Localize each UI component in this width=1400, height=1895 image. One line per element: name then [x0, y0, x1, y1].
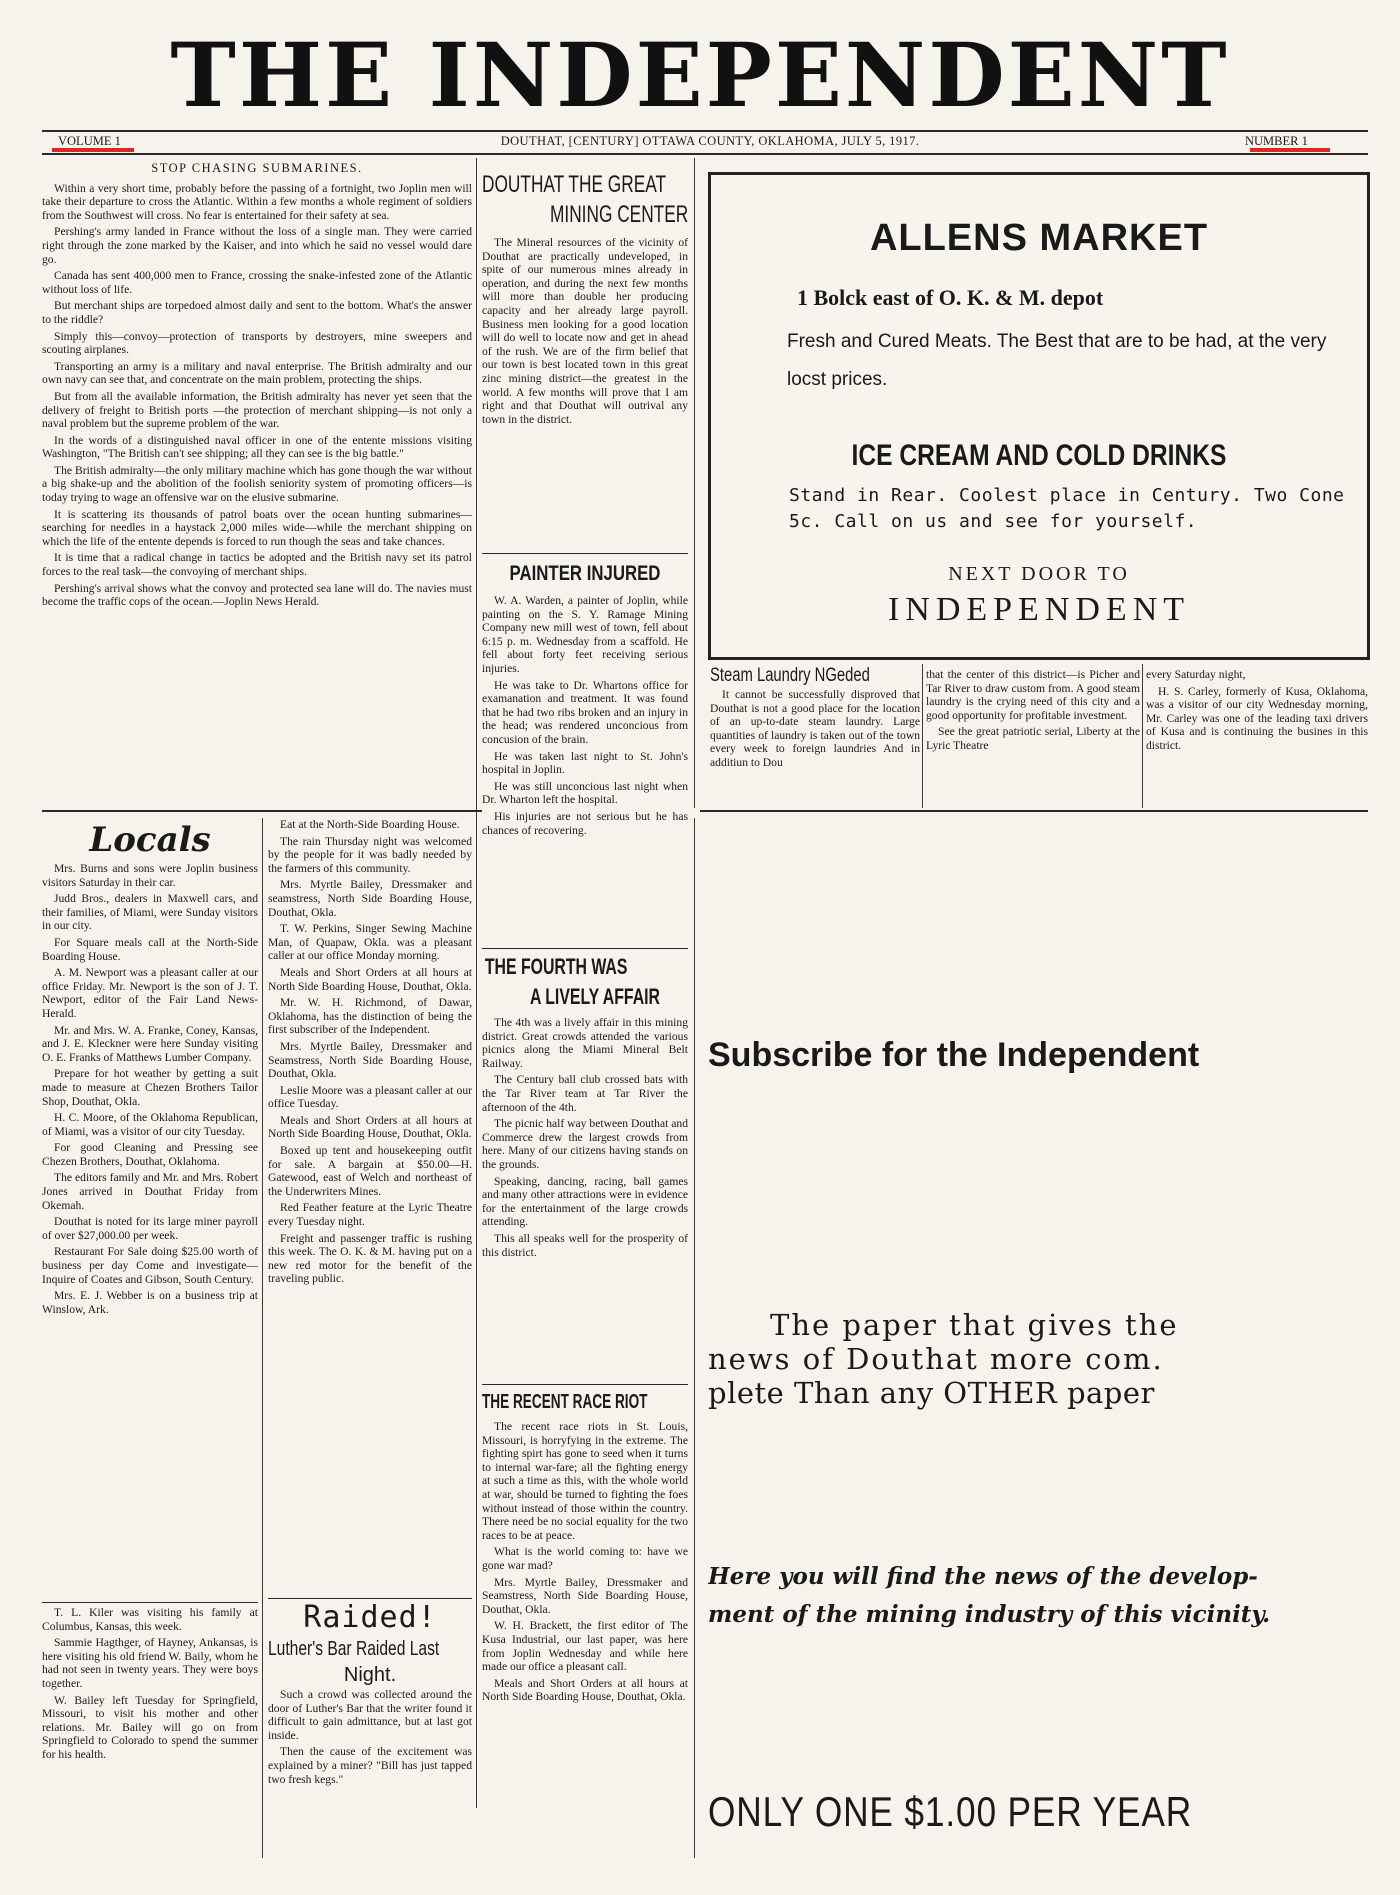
local-item: Prepare for hot weather by getting a suit made to measure at Chezen Brothers Tailor Shop, Douthat, Okla.	[42, 1067, 258, 1108]
paragraph: It is scattering its thousands of patrol boats over the ocean hunting submarines—searching for needles in a haystack 2,000 miles wide—while the merchant shipping on which the life of the entente depends is forced to run though the seas and take chances.	[42, 507, 472, 548]
section-rule	[42, 1602, 258, 1603]
local-item: Douthat is noted for its large miner payroll of over $27,000.00 per week.	[42, 1215, 258, 1242]
locals-column-1	[42, 818, 258, 1598]
laundry-heading: Steam Laundry NGeded	[710, 665, 870, 686]
submarines-heading: STOP CHASING SUBMARINES.	[151, 161, 363, 175]
raided-subheading: Luther's Bar Raided Last	[268, 1638, 440, 1660]
paragraph: The recent race riots in St. Louis, Missouri, is horryfying in the extreme. The fighting spirt has gone to seed when it turns to internal war-fare; all the fighting energy at such a time as this, with the whole world at war, should be turned to fighting the foes without instead of those within the country. There need be no social equality for the two races to be at peace.	[482, 1420, 688, 1542]
local-item: Mrs. Myrtle Bailey, Dressmaker and seamstress, North Side Boarding House, Douthat, Okla.	[268, 878, 472, 919]
local-item: A. M. Newport was a pleasant caller at our office Friday. Mr. Newport is the son of J. T. Newport, editor of the Fair Land News-Herald.	[42, 966, 258, 1020]
painter-article	[482, 556, 688, 956]
allens-stand: Stand in Rear. Coolest place in Century. Two Cone 5c. Call on us and see for yourself.	[789, 485, 1345, 532]
fourth-heading-1: THE FOURTH WAS	[484, 954, 628, 979]
column-divider	[1142, 664, 1143, 808]
local-item: Freight and passenger traffic is rushing this week. The O. K. & M. having put on a new red motor for the benefit of the traveling public.	[268, 1231, 472, 1286]
riot-heading: THE RECENT RACE RIOT	[482, 1391, 648, 1413]
section-rule	[482, 948, 688, 949]
mining-heading-1: DOUTHAT THE GREAT	[482, 171, 667, 198]
section-rule	[482, 553, 688, 554]
local-item: The editors family and Mr. and Mrs. Robert Jones arrived in Douthat Friday from Okemah.	[42, 1171, 258, 1212]
paragraph: Simply this—convoy—protection of transports by destroyers, mine sweepers and scouting airplanes.	[42, 329, 472, 357]
column-divider	[262, 818, 263, 1858]
allens-market-ad	[708, 172, 1370, 660]
local-item: The rain Thursday night was welcomed by the people for it was badly needed by the farmers of this community.	[268, 834, 472, 875]
section-rule	[482, 1384, 688, 1385]
local-item: Mrs. E. J. Webber is on a business trip at Winslow, Ark.	[42, 1289, 258, 1316]
local-item: Eat at the North-Side Boarding House.	[280, 818, 460, 831]
dateline-text: DOUTHAT, [CENTURY] OTTAWA COUNTY, OKLAHOMA, JULY 5, 1917.	[500, 134, 920, 148]
allens-title: ALLENS MARKET	[869, 217, 1209, 259]
paragraph: The picnic half way between Douthat and Commerce drew the largest crowds from here. Many of our citizens having stands on the grounds.	[482, 1117, 688, 1171]
mining-text: The Mineral resources of the vicinity of Douthat are practically undeveloped, in spite of our numerous mines already in operation, and during the next few months will more than double her producing capacity and her already large payroll. Business men looking for a good location will do well to locate now and get in ahead of the rush. We are of the firm belief that our town is best located town in this great zinc mining district—the greatest in the world. A few months will prove that I am right and that Douthat will outrival any town in the district.	[482, 236, 688, 426]
column-divider	[694, 818, 695, 1858]
local-item: Leslie Moore was a pleasant caller at our office Tuesday.	[268, 1083, 472, 1111]
section-rule	[700, 810, 1368, 812]
paragraph: The 4th was a lively affair in this mining district. Great crowds attended the various picnics along the Miami Mineral Belt Railway.	[482, 1016, 688, 1070]
fourth-article	[482, 952, 688, 1382]
number-label: NUMBER 1	[1245, 134, 1308, 148]
paragraph: The British admiralty—the only military machine which has gone though the war without a big shake-up and the abolition of the foolish seniority system of promoting officers—is today trying to wage an offensive war on the elusive submarine.	[42, 463, 472, 505]
paragraph: It is time that a radical change in tactics be adopted and the British navy set its patrol forces to the real task—the convoying of merchant ships.	[42, 551, 472, 579]
column-divider	[476, 158, 477, 1808]
raided-heading: Raided!	[303, 1600, 437, 1635]
laundry-text: It cannot be successfully disproved that Douthat is not a good place for the location of an up-to-date steam laundry. Large quantities of laundry is taken out of the town every week to foreign laundries And in additiun to Dou	[710, 688, 920, 769]
masthead-title: THE INDEPENDENT	[170, 23, 1230, 127]
paragraph: But from all the available information, the British admiralty has never yet seen that the delivery of freight to British ports —the protection of merchant shipping—is not only a naval problem but the supreme problem of the war.	[42, 389, 472, 431]
local-item: H. C. Moore, of the Oklahoma Republican, of Miami, was a visitor of our city Tuesday.	[42, 1111, 258, 1138]
locals-column-1b	[42, 1606, 258, 1856]
paragraph: What is the world coming to: have we gone war mad?	[482, 1545, 688, 1572]
paragraph: But merchant ships are torpedoed almost daily and sent to the bottom. What's the answer to the riddle?	[42, 299, 472, 326]
paper-claim	[708, 1308, 1368, 1418]
painter-heading: PAINTER INJURED	[509, 562, 661, 585]
paragraph: He was take to Dr. Whartons office for examanation and treatment. It was found that he had two ribs broken and an injury in the head; was rendered unconcious from concusion of the brain.	[482, 678, 688, 746]
local-item: Mrs. Burns and sons were Joplin business visitors Saturday in their car.	[42, 862, 258, 889]
paragraph: In the words of a distinguished naval officer in one of the entente missions visiting Washington, "The British can't see shipping; all they can see is the big battle."	[42, 433, 472, 461]
news-promise	[708, 1558, 1368, 1638]
section-rule	[42, 810, 482, 812]
local-item: Boxed up tent and housekeeping outfit for sale. A bargain at $50.00—H. Gatewood, east of Welch and northeast of the Underwriters Mines.	[268, 1144, 472, 1198]
local-item: Judd Bros., dealers in Maxwell cars, and their families, of Miami, were Sunday visitors in our city.	[42, 892, 258, 933]
paragraph: Pershing's arrival shows what the convoy and protected sea lane will do. The navies must become the traffic cops of the ocean.—Joplin News Herald.	[42, 581, 472, 609]
local-item: Red Feather feature at the Lyric Theatre every Tuesday night.	[268, 1201, 472, 1229]
paragraph: W. H. Brackett, the first editor of The Kusa Industrial, our last paper, was here from Joplin Wednesday and while here made our office a pleasant call.	[482, 1619, 688, 1674]
paragraph: Mrs. Myrtle Bailey, Dressmaker and Seamstress, North Side Boarding House, Douthat, Okla.	[482, 1575, 688, 1616]
locals-column-2	[268, 818, 472, 1598]
paragraph: This all speaks well for the prosperity of this district.	[482, 1231, 688, 1259]
local-item: T. W. Perkins, Singer Sewing Machine Man, of Quapaw, Okla. was a pleasant caller at our office Monday morning.	[268, 922, 472, 963]
raided-text: Such a crowd was collected around the door of Luther's Bar that the writer found it difficult to gain admittance, but at last got inside.	[268, 1688, 472, 1742]
column-divider	[922, 664, 923, 808]
local-item: Restaurant For Sale doing $25.00 worth of business per day Come and investigate—Inquire of Coates and Gibson, South Century.	[42, 1245, 258, 1286]
subscribe-headline: Subscribe for the Independent	[708, 1036, 1200, 1074]
paper-line-2: news of Douthat more com.	[708, 1342, 1164, 1376]
paragraph: Speaking, dancing, racing, ball games and many other attractions were in evidence for the entertainment of the large crowds attending.	[482, 1174, 688, 1229]
ice-cream-heading: ICE CREAM AND COLD DRINKS	[851, 439, 1227, 472]
fourth-heading-2: A LIVELY AFFAIR	[530, 984, 660, 1009]
laundry-article	[710, 664, 920, 804]
paragraph: Canada has sent 400,000 men to France, crossing the snake-infested zone of the Atlantic without loss of life.	[42, 269, 472, 296]
local-item: Meals and Short Orders at all hours at North Side Boarding House, Douthat, Okla.	[268, 1113, 472, 1141]
carley-text: H. S. Carley, formerly of Kusa, Oklahoma, was a visitor of our city Wednesday morning, Mr. Carley was one of the leading taxi drivers of Kusa and is continuing the busines in this district.	[1146, 684, 1368, 752]
carley-notice	[1146, 668, 1368, 808]
section-rule	[268, 1598, 472, 1599]
local-item: T. L. Kiler was visiting his family at Columbus, Kansas, this week.	[42, 1606, 258, 1633]
volume-label: VOLUME 1	[58, 134, 121, 148]
local-item: For Square meals call at the North-Side Boarding House.	[42, 935, 258, 963]
local-item: Mr. and Mrs. W. A. Franke, Coney, Kansas, and J. E. Kleckner were here Sunday visiting O. E. Franks of Matthews Lumber Company.	[42, 1023, 258, 1064]
local-item: Mr. W. H. Richmond, of Dawar, Oklahoma, has the distinction of being the first subscriber of the Independent.	[268, 996, 472, 1037]
local-item: W. Bailey left Tuesday for Springfield, Missouri, to visit his mother and other relations. Mr. Bailey will go on from Springfield to Colorado to spend the summer for his health.	[42, 1693, 258, 1761]
allens-location: 1 Bolck east of O. K. & M. depot	[797, 285, 1104, 310]
independent-label: INDEPENDENT	[887, 591, 1191, 628]
laundry-continued	[926, 668, 1140, 808]
paragraph: The Century ball club crossed bats with the Tar River team at Tar River the afternoon of the 4th.	[482, 1073, 688, 1114]
submarines-article	[42, 158, 472, 798]
laundry-text-2: that the center of this district—is Picher and Tar River to draw custom from. A good steam laundry is the crying need of this city and a good opportunity for profitable investment.	[926, 668, 1140, 722]
mining-article	[482, 170, 688, 560]
lyric-notice-end: every Saturday night,	[1146, 668, 1246, 681]
local-item: Sammie Hagthger, of Hayney, Ankansas, is here visiting his old friend W. Baily, whom he had not seen in twenty years. They were boys together.	[42, 1636, 258, 1690]
paragraph: Meals and Short Orders at all hours at North Side Boarding House, Douthat, Okla.	[482, 1676, 688, 1704]
local-item: For good Cleaning and Pressing see Chezen Brothers, Douthat, Oklahoma.	[42, 1141, 258, 1168]
next-door-label: NEXT DOOR TO	[948, 563, 1130, 585]
volume-underline	[52, 148, 134, 152]
here-line-1: Here you will find the news of the develop-	[708, 1563, 1258, 1590]
raided-subheading-2: Night.	[343, 1664, 397, 1686]
mining-heading-2: MINING CENTER	[550, 201, 688, 228]
paragraph: He was still unconcious last night when Dr. Wharton left the hospital.	[482, 779, 688, 807]
riot-article	[482, 1388, 688, 1858]
number-underline	[1250, 148, 1330, 152]
paragraph: He was taken last night to St. John's hospital in Joplin.	[482, 749, 688, 777]
allens-meats: Fresh and Cured Meats. The Best that are to be had, at the very locst prices.	[787, 331, 1327, 390]
local-item: Meals and Short Orders at all hours at North Side Boarding House, Douthat, Okla.	[268, 965, 472, 993]
local-item: Mrs. Myrtle Bailey, Dressmaker and Seamstress, North Side Boarding House, Douthat, Okla.	[268, 1039, 472, 1081]
paragraph: Pershing's army landed in France without the loss of a single man. They were carried right through the zone marked by the Kaiser, and into which he said no vessel would dare go.	[42, 225, 472, 266]
paragraph: Transporting an army is a military and naval enterprise. The British admiralty and our own navy can see that, and concentrate on the main problem, protecting the ships.	[42, 359, 472, 387]
paragraph: His injuries are not serious but he has chances of recovering.	[482, 809, 688, 837]
paragraph: Within a very short time, probably before the passing of a fortnight, two Joplin men will take their departure to cross the Atlantic. Within a few months a whole regiment of soldiers from the Southwest will cross. No fear is entertained for their safety at sea.	[42, 181, 472, 222]
column-divider	[694, 158, 695, 808]
paragraph: W. A. Warden, a painter of Joplin, while painting on the S. Y. Ramage Mining Company new mill west of town, fell about 6:15 p. m. Wednesday from a scaffold. He fell about forty feet receiving serious injuries.	[482, 594, 688, 675]
paper-line-1: The paper that gives the	[770, 1308, 1179, 1342]
dateline-rule	[42, 153, 1368, 155]
paper-line-3: plete Than any OTHER paper	[708, 1376, 1155, 1410]
subscription-price: ONLY ONE $1.00 PER YEAR	[708, 1788, 1193, 1835]
lyric-notice: See the great patriotic serial, Liberty at the Lyric Theatre	[926, 725, 1140, 752]
here-line-2: ment of the mining industry of this vicinity.	[708, 1601, 1271, 1628]
raided-text-2: Then the cause of the excitement was explained by a miner? "Bill has just tapped two fresh kegs."	[268, 1745, 472, 1786]
locals-heading: Locals	[89, 820, 211, 860]
raided-article	[268, 1600, 472, 1860]
